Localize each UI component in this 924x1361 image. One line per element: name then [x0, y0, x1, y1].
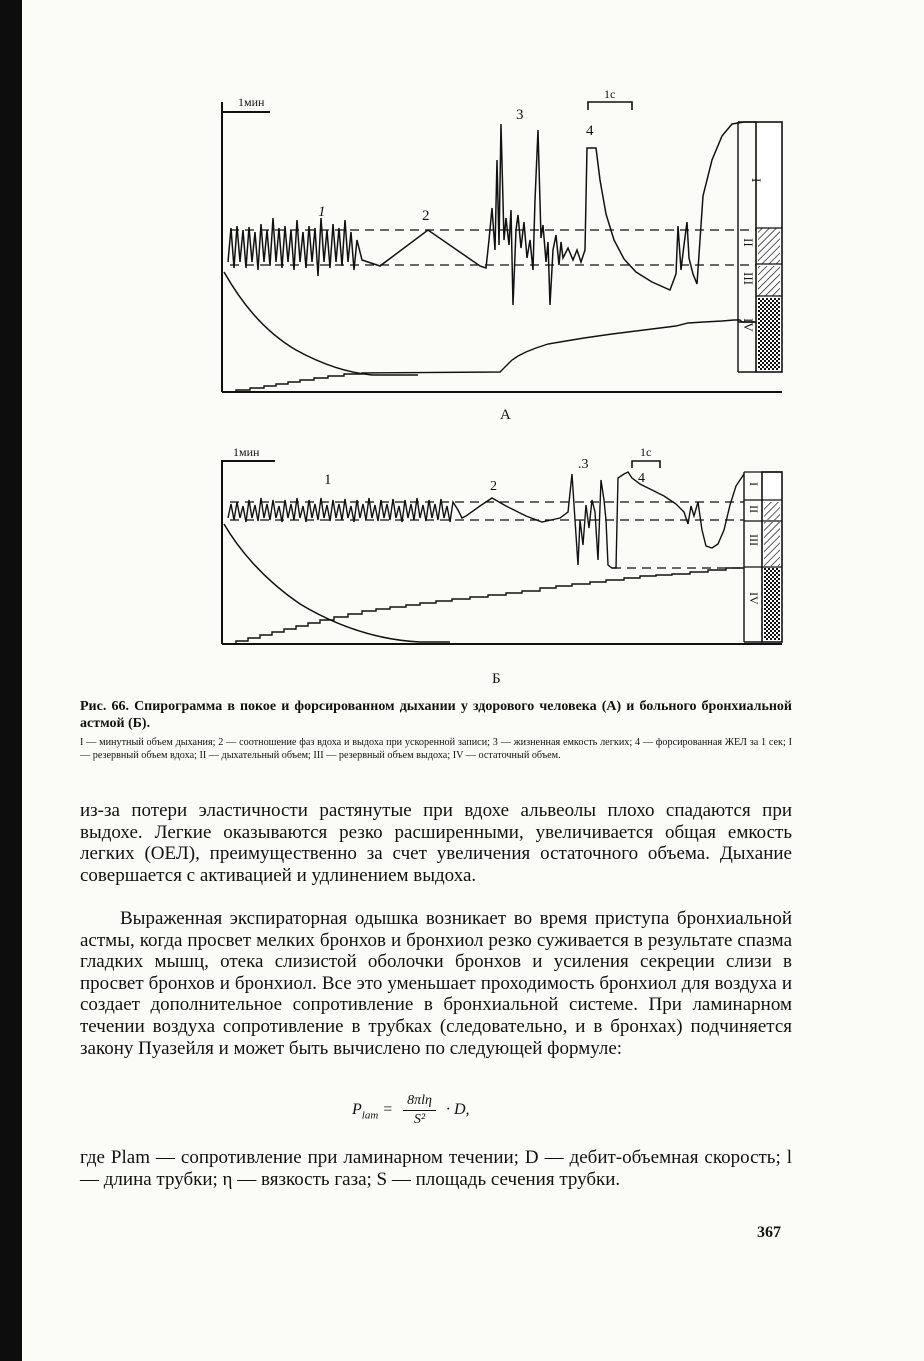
panel-a-vol-label-4: IV — [741, 318, 756, 332]
panel-b-curve-label-1: 1 — [324, 472, 332, 488]
panel-a-curve-label-1: 1 — [318, 204, 326, 220]
panel-b-second-scale — [632, 461, 660, 468]
figure-legend: I — минутный объем дыхания; 2 — соотношение фаз вдоха и выдоха при ускоренной записи; 3 — жизненная емкость легких; 4 — форсированная ЖЕЛ за 1 сек; I — резервный объем вдоха; II — дыхательный объем; III — резервный объем выдоха; IV — остаточный объем. — [80, 737, 792, 761]
formula-rhs: · D, — [445, 1101, 470, 1119]
poiseuille-formula — [352, 1093, 470, 1128]
formula-subscript: lam — [361, 1109, 379, 1122]
panel-b-bar-cross-iv — [764, 568, 780, 640]
panel-b-bar-hatch-ii — [764, 502, 780, 520]
panel-a-spirogram-trace — [228, 122, 756, 305]
panel-b-curve-label-3: .3 — [578, 457, 589, 472]
panel-a-decay-curve — [224, 272, 418, 375]
figure-caption-text: Спирограмма в покое и форсированном дыхании у здорового человека (А) и больного бронхиальной астмой (Б). — [80, 699, 792, 731]
panel-a — [222, 87, 782, 392]
panel-b-minute-label: 1мин — [233, 445, 260, 459]
panel-a-curve-label-2: 2 — [422, 208, 430, 224]
panel-b-decay-curve — [224, 524, 450, 642]
panel-a-letter: А — [500, 407, 511, 423]
panel-a-staircase-curve — [224, 320, 756, 392]
figure-caption — [80, 698, 792, 732]
panel-b — [222, 445, 782, 644]
formula-equals: = — [382, 1101, 394, 1119]
panel-a-bar-hatch-ii — [758, 228, 780, 264]
panel-b-second-label: 1с — [640, 445, 652, 459]
formula-denominator: S² — [413, 1112, 426, 1127]
panel-b-letter: Б — [492, 671, 501, 687]
panel-a-curve-label-4: 4 — [586, 123, 594, 139]
panel-a-minute-label: 1мин — [238, 95, 265, 109]
paragraph-1: из-за потери эластичности растянутые при вдохе альвеолы плохо спадаются при выдохе. Легкие оказываются резко расширенными, увеличивается общая емкость легких (ОЕЛ), преимущественно за счет увеличения остаточного объема. Дыхание совершается с активацией и удлинением выдоха. — [80, 800, 792, 886]
paragraph-2: Выраженная экспираторная одышка возникает во время приступа бронхиальной астмы, когда просвет мелких бронхов и бронхиол резко суживается в результате спазма гладких мышц, отека слизистой оболочки бронхов и усиления секреции слизи в просвет бронхов и бронхиол. Все это уменьшает проходимость бронхиол для воздуха и создает дополнительное сопротивление в бронхиальной системе. При ламинарном течении воздуха сопротивление в трубках (следовательно, и в бронхах) подчиняется закону Пуазейля и может быть вычислено по следующей формуле: — [80, 908, 792, 1059]
panel-b-vol-label-4: IV — [747, 592, 761, 605]
page-number: 367 — [757, 1224, 781, 1241]
formula-numerator: 8πlη — [403, 1093, 436, 1111]
figure-number: Рис. 66. — [80, 699, 129, 714]
panel-a-second-scale — [588, 102, 632, 110]
formula-fraction — [403, 1093, 436, 1128]
panel-b-bar-hatch-iii — [764, 522, 780, 566]
panel-a-vol-label-3: III — [741, 272, 756, 285]
panel-b-vol-label-1: I — [747, 482, 761, 486]
paragraph-3: где Plam — сопротивление при ламинарном течении; D — дебит-объемная скорость; l — длина трубки; η — вязкость газа; S — площадь сечения трубки. — [80, 1147, 792, 1190]
panel-a-second-label: 1с — [604, 87, 616, 101]
panel-b-vol-label-2: II — [747, 505, 761, 513]
panel-a-curve-label-3: 3 — [516, 107, 524, 123]
panel-a-bar-cross-iv — [758, 298, 780, 370]
panel-b-curve-label-2: 2 — [490, 479, 497, 494]
panel-a-bar-hatch-iii — [758, 266, 780, 296]
panel-b-vol-label-3: III — [747, 534, 761, 546]
formula-lhs: P — [352, 1101, 362, 1119]
panel-b-curve-label-4: 4 — [638, 471, 645, 486]
panel-a-vol-label-2: II — [741, 238, 756, 247]
panel-a-vol-label-1: I — [749, 178, 764, 183]
